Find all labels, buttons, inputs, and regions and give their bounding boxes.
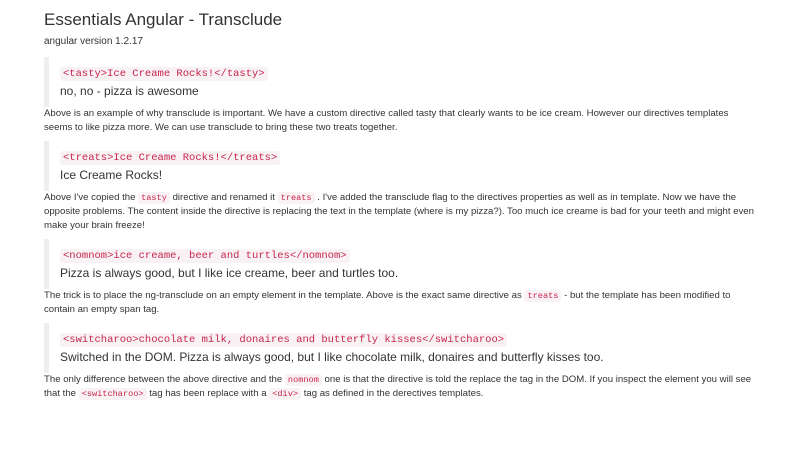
inline-code-switcharoo: <switcharoo>: [79, 388, 147, 400]
example-switcharoo: [44, 323, 756, 373]
page-title: Essentials Angular - Transclude: [44, 10, 283, 29]
inline-code-nomnom: nomnom: [285, 374, 322, 386]
example-code: [60, 64, 741, 82]
example-tasty: [44, 57, 756, 107]
example-output: no, no - pizza is awesome: [60, 84, 199, 98]
paragraph-transclude-intro: Above is an example of why transclude is important. We have a custom directive called tasty that clearly wants to be ice cream. However our directives templates seems to like pizza more. We can use transclude to bring these two treats together.: [44, 108, 729, 133]
text-segment: one is that the directive is told the replace the tag in the DOM. If you inspect the element you will see that the: [44, 374, 752, 399]
code-snippet: <tasty>Ice Creame Rocks!</tasty>: [60, 67, 268, 81]
paragraph-replace-explanation: [44, 373, 756, 401]
example-output: Switched in the DOM. Pizza is always good, but I like chocolate milk, donaires and butterfly kisses too.: [60, 350, 604, 364]
text-segment: . I've added the transclude flag to the directives properties as well as in template. Now we have the opposite problems. The content inside the directive is replacing the text in the template (where is my pizza?). Too much ice creame is bad for your teeth and might even make your brain freeze!: [44, 192, 754, 231]
text-segment: The only difference between the above directive and the: [44, 374, 285, 385]
inline-code-div: <div>: [269, 388, 301, 400]
inline-code-treats: treats: [278, 192, 315, 204]
text-segment: The trick is to place the ng-transclude on an empty element in the template. Above is the exact same directive as: [44, 290, 525, 301]
example-treats: [44, 141, 756, 191]
example-code: [60, 246, 741, 264]
inline-code-treats: treats: [524, 290, 561, 302]
example-output: Pizza is always good, but I like ice creame, beer and turtles too.: [60, 266, 399, 280]
code-snippet: <nomnom>ice creame, beer and turtles</nomnom>: [60, 249, 350, 263]
paragraph-ng-transclude-trick: [44, 289, 756, 317]
text-segment: tag has been replace with a: [146, 388, 270, 399]
code-snippet: <treats>Ice Creame Rocks!</treats>: [60, 151, 280, 165]
example-output: Ice Creame Rocks!: [60, 168, 163, 182]
example-code: [60, 148, 741, 166]
text-segment: Above I've copied the: [44, 192, 139, 203]
paragraph-treats-explanation: [44, 191, 756, 233]
text-segment: directive and renamed it: [169, 192, 278, 203]
code-snippet: <switcharoo>chocolate milk, donaires and butterfly kisses</switcharoo>: [60, 333, 507, 347]
text-segment: tag as defined in the derectives templates.: [301, 388, 484, 399]
example-code: [60, 330, 741, 348]
example-nomnom: [44, 239, 756, 289]
inline-code-tasty: tasty: [138, 192, 170, 204]
text-segment: - but the template has been modified to contain an empty span tag.: [44, 290, 731, 315]
angular-version: angular version 1.2.17: [44, 36, 143, 47]
